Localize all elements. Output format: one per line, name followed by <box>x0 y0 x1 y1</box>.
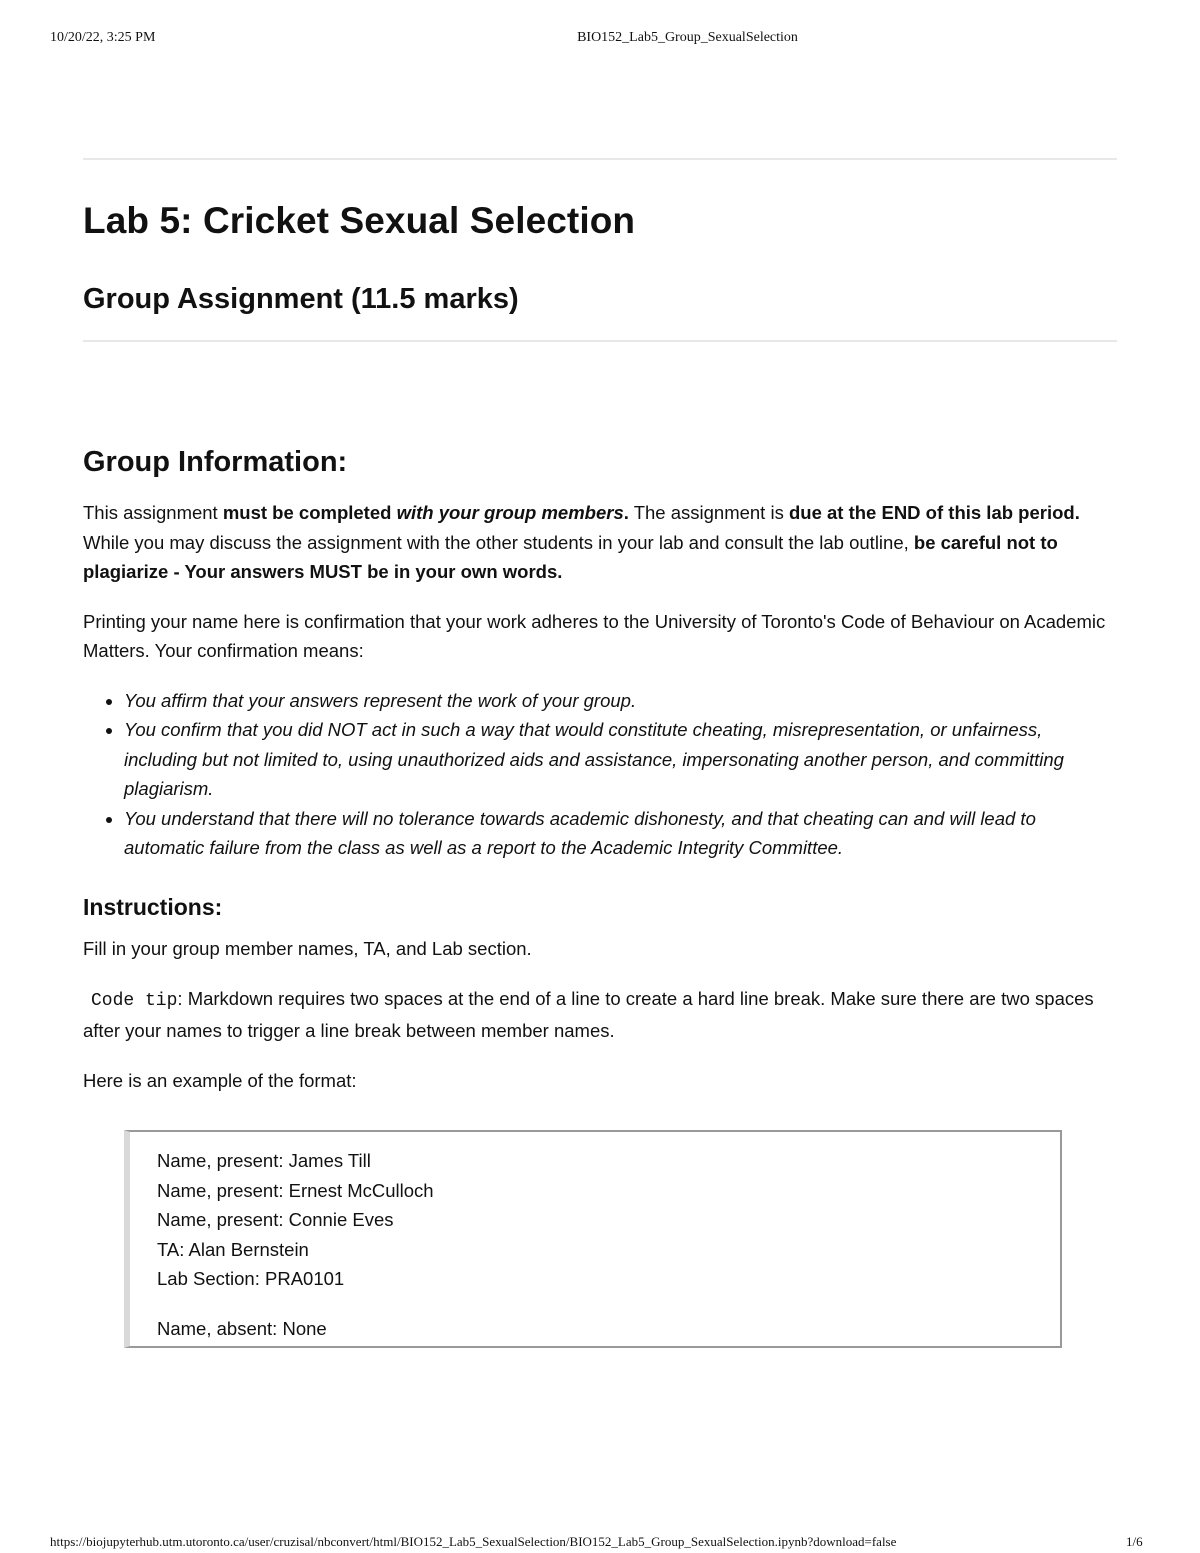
group-info-heading: Group Information: <box>83 446 348 478</box>
code-tip-text: : Markdown requires two spaces at the end of a line to create a hard line break. Make sure there are two spaces after your names to trigger a line break between member names. <box>83 987 1094 1041</box>
bold-run: due at the END of this lab period. <box>788 502 1080 523</box>
code-tip-paragraph <box>83 984 1117 1046</box>
print-doc-title: BIO152_Lab5_Group_SexualSelection <box>577 30 798 45</box>
subtitle-divider <box>83 340 1117 342</box>
print-datetime: 10/20/22, 3:25 PM <box>50 30 156 45</box>
example-line: Name, present: James Till <box>157 1150 371 1171</box>
bold-italic-run: with your group members <box>396 502 624 523</box>
bold-run: be careful not to plagiarize - Your answers MUST be in your own words. <box>83 531 1058 582</box>
bold-run: . <box>623 502 629 523</box>
assignment-paragraph <box>83 498 1117 587</box>
list-item: • You affirm that your answers represent the work of your group. <box>124 686 1117 716</box>
example-blockquote <box>124 1130 1062 1348</box>
page-title: Lab 5: Cricket Sexual Selection <box>83 200 636 241</box>
affirmation-list <box>83 686 1117 863</box>
code-tip-label: Code tip <box>91 990 178 1011</box>
confirmation-paragraph: Printing your name here is confirmation that your work adheres to the University of Toronto's Code of Behaviour on Academic Matters. Your confirmation means: <box>83 610 1106 661</box>
page-url: https://biojupyterhub.utm.utoronto.ca/user/cruzisal/nbconvert/html/BIO152_Lab5_SexualSelection/BIO152_Lab5_Group_SexualSelection.ipynb?download=false <box>50 1534 897 1549</box>
example-line: TA: Alan Bernstein <box>157 1238 309 1260</box>
example-line: Name, present: Connie Eves <box>157 1209 394 1230</box>
example-intro: Here is an example of the format: <box>83 1069 357 1091</box>
page-subtitle: Group Assignment (11.5 marks) <box>83 283 519 315</box>
body-text <box>83 498 1117 1115</box>
page-number: 1/6 <box>1126 1534 1143 1549</box>
bold-run: must be completed <box>222 502 397 523</box>
notebook-content <box>83 158 1117 1339</box>
instructions-heading: Instructions: <box>83 893 223 920</box>
example-line: Name, present: Ernest McCulloch <box>157 1179 434 1201</box>
instructions-paragraph: Fill in your group member names, TA, and Lab section. <box>83 938 532 959</box>
list-item: • You understand that there will no tolerance towards academic dishonesty, and that cheating can and will lead to automatic failure from the class as well as a report to the Academic Integrity Committee. <box>124 804 1117 863</box>
text-run: The assignment is <box>628 502 789 523</box>
text-run: This assignment <box>83 502 223 523</box>
text-run: While you may discuss the assignment with the other students in your lab and consult the lab outline, <box>83 531 914 553</box>
example-line: Lab Section: PRA0101 <box>157 1268 345 1289</box>
list-item: • You confirm that you did NOT act in such a way that would constitute cheating, misrepresentation, or unfairness, including but not limited to, using unauthorized aids and assistance, impersonating another person, and committing plagiarism. <box>124 715 1117 804</box>
example-absent-line: Name, absent: None <box>157 1317 327 1339</box>
top-divider <box>83 158 1117 160</box>
spacer <box>157 1294 1060 1314</box>
